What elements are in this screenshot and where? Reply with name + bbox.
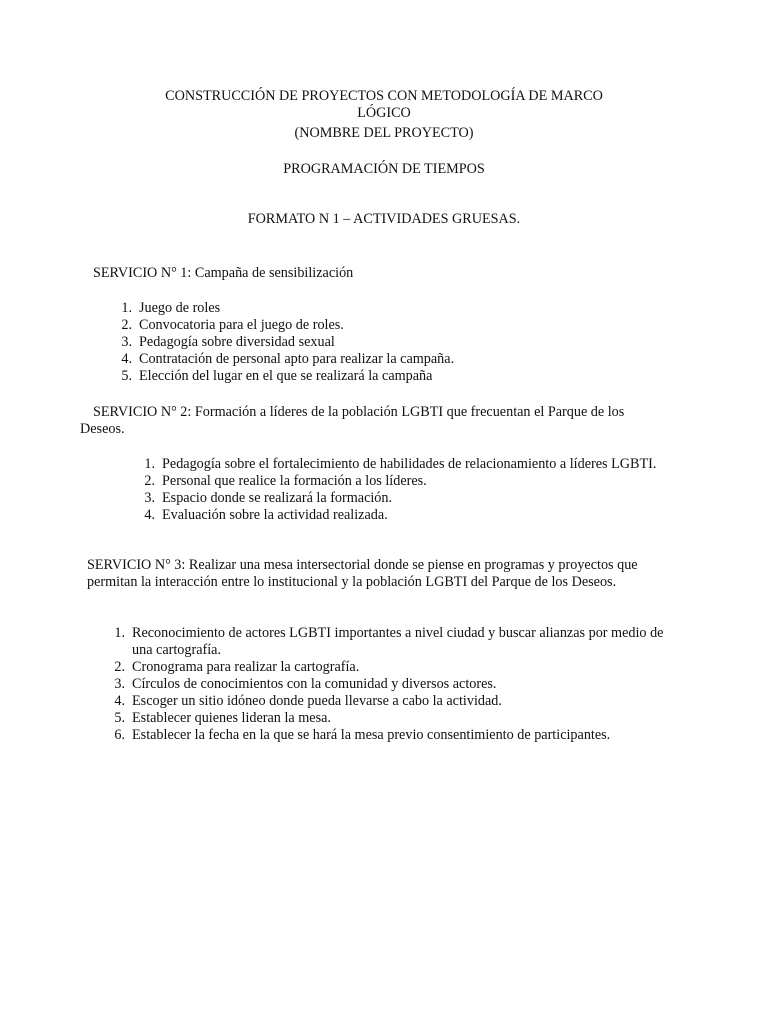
service-3-list xyxy=(108,625,668,744)
list-item: 4. Contratación de personal apto para realizar la campaña. xyxy=(121,351,455,367)
list-item: 1. Reconocimiento de actores LGBTI importantes a nivel ciudad y buscar alianzas por medio de una cartografía. xyxy=(114,625,664,658)
list-item: 3. Círculos de conocimientos con la comunidad y diversos actores. xyxy=(114,676,497,692)
service-2-heading xyxy=(80,404,693,438)
list-item: 2. Personal que realice la formación a los líderes. xyxy=(144,473,427,489)
title-line-1: CONSTRUCCIÓN DE PROYECTOS CON METODOLOGÍA DE MARCO xyxy=(165,88,603,104)
service-3-heading: SERVICIO N° 3: Realizar una mesa intersectorial donde se piense en programas y proyectos que permitan la interacción entre lo institucional y la población LGBTI del Parque de los Deseos. xyxy=(87,557,638,590)
list-item: 2. Cronograma para realizar la cartografía. xyxy=(114,659,360,675)
list-item: 1. Pedagogía sobre el fortalecimiento de habilidades de relacionamiento a líderes LGBTI. xyxy=(144,456,657,472)
list-item: 1. Juego de roles xyxy=(121,300,221,316)
section-heading: PROGRAMACIÓN DE TIEMPOS xyxy=(283,161,485,177)
project-name: (NOMBRE DEL PROYECTO) xyxy=(294,125,474,141)
title-line-2: LÓGICO xyxy=(357,105,411,121)
list-item: 3. Espacio donde se realizará la formación. xyxy=(144,490,393,506)
list-item: 2. Convocatoria para el juego de roles. xyxy=(121,317,344,333)
service-2-list xyxy=(138,456,678,524)
list-item: 5. Establecer quienes lideran la mesa. xyxy=(114,710,331,726)
list-item: 4. Evaluación sobre la actividad realizada. xyxy=(144,507,388,523)
service-2-heading-line-2: Deseos. xyxy=(80,421,125,437)
list-item: 6. Establecer la fecha en la que se hará la mesa previo consentimiento de participantes. xyxy=(114,727,611,743)
service-1-heading: SERVICIO N° 1: Campaña de sensibilización xyxy=(93,265,354,281)
document-title xyxy=(0,88,768,122)
service-1-list xyxy=(115,300,454,385)
list-item: 4. Escoger un sitio idóneo donde pueda llevarse a cabo la actividad. xyxy=(114,693,502,709)
format-heading: FORMATO N 1 – ACTIVIDADES GRUESAS. xyxy=(247,211,521,227)
list-item: 3. Pedagogía sobre diversidad sexual xyxy=(121,334,335,350)
list-item: 5. Elección del lugar en el que se realizará la campaña xyxy=(121,368,433,384)
service-2-heading-line-1: SERVICIO N° 2: Formación a líderes de la población LGBTI que frecuentan el Parque de los xyxy=(93,404,625,420)
